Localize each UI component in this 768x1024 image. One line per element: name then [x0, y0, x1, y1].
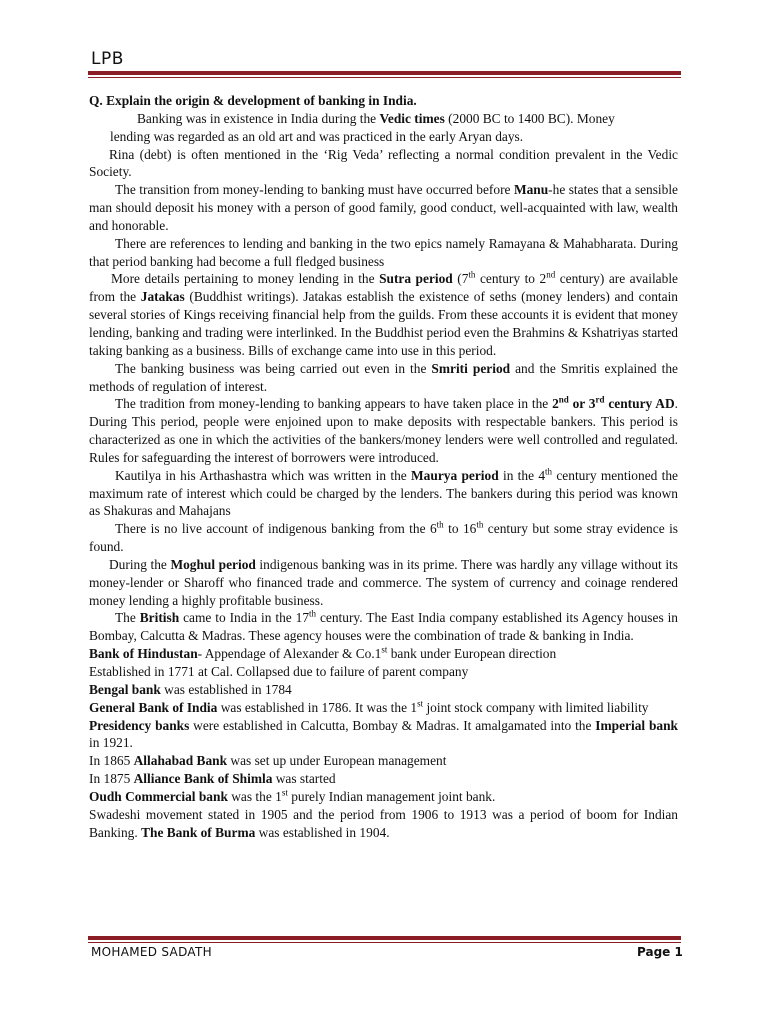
paragraph-century-ad: [89, 395, 678, 466]
text: was established in 1904.: [255, 824, 390, 840]
header-title: LPB: [91, 49, 124, 69]
superscript: th: [476, 519, 484, 530]
text: (7: [452, 271, 469, 287]
bold-term: Sutra period: [379, 271, 453, 287]
text: (Buddhist writings). Jatakas establish the existence of seths (money lenders) and contain several stories of Kings receiving financial help from the guilds. From these accounts it is evident that money lending, banking and trading were interlinked. In the Buddhist period even the Brahmins & Kshatriyas started taking banking as a business. Bills of exchange came into use in this period.: [89, 289, 678, 358]
header-rule: [88, 71, 681, 78]
footer-rule: [88, 936, 681, 943]
superscript: st: [381, 644, 388, 655]
list-item-established-1771: Established in 1771 at Cal. Collapsed due to failure of parent company: [89, 664, 469, 679]
text: indigenous banking was in its prime. There was hardly any village without its money-lender or Sharoff who financed trade and commerce. The system of currency and coinage rendered money lending a highly profitable business.: [89, 556, 678, 608]
list-item-presidency-banks: [89, 717, 678, 753]
paragraph-rina: Rina (debt) is often mentioned in the ‘Rig Veda’ reflecting a normal condition prevalent in the Vedic Society.: [89, 146, 678, 180]
paragraph-maurya: [89, 467, 678, 521]
list-item-oudh: [89, 788, 678, 806]
text: century but some stray evidence is found.: [89, 521, 678, 555]
bold-term: Moghul period: [170, 556, 256, 572]
bold-term: The Bank of Burma: [141, 824, 256, 840]
paragraph-moghul: [89, 556, 678, 610]
text: bank under European direction: [387, 646, 557, 662]
footer-author: MOHAMED SADATH: [91, 945, 212, 959]
text: -he states that a sensible man should deposit his money with a person of good family, good conduct, well-acquainted with law, wealth and honorable.: [89, 182, 678, 233]
bold-term: Alliance Bank of Shimla: [133, 771, 273, 787]
bold-term: Presidency banks: [89, 717, 190, 733]
text: century to 2: [475, 271, 547, 287]
text: century) are available from the: [89, 271, 678, 305]
question-heading: Q. Explain the origin & development of banking in India.: [89, 93, 417, 108]
text: to 16: [443, 521, 477, 537]
superscript: st: [417, 698, 424, 709]
text: The: [115, 610, 140, 626]
superscript: th: [436, 519, 444, 530]
text: The tradition from money-lending to banking appears to have taken place in the: [115, 396, 553, 412]
list-item-alliance: [89, 770, 678, 788]
bold-term: British: [139, 610, 180, 626]
text: There is no live account of indigenous banking from the 6: [115, 521, 437, 537]
text: and the Smritis explained the methods of regulation of interest.: [89, 360, 678, 394]
footer-page-number: Page 1: [637, 945, 683, 959]
paragraph-vedic: [89, 110, 678, 128]
bold-term: Oudh Commercial bank: [89, 788, 228, 804]
text: In 1875: [89, 771, 134, 787]
text: During the: [109, 556, 171, 572]
text: - Appendage of Alexander & Co.1: [197, 646, 382, 662]
text: joint stock company with limited liability: [423, 699, 649, 715]
superscript: rd: [595, 394, 605, 405]
bold-term: [552, 396, 675, 411]
bold-term: Jatakas: [140, 289, 185, 305]
text: century mentioned the maximum rate of interest which could be charged by the lenders. The bankers during this period was known as Shakuras and Mahajans: [89, 467, 678, 519]
text: in the 4: [498, 467, 546, 483]
text: . During This period, people were enjoined upon to make deposits with respectable bankers. This period is characterized as one in which the activities of the bankers/money lenders were well controlled and regulated. Rules for safeguarding the interest of borrowers were introduced.: [89, 396, 678, 465]
bold-term: Smriti period: [431, 360, 511, 376]
superscript: th: [545, 466, 553, 477]
superscript: nd: [546, 269, 556, 280]
text: was set up under European management: [227, 753, 447, 769]
paragraph-indigenous: [89, 520, 678, 556]
paragraph-smriti: [89, 360, 678, 396]
text: 2: [552, 396, 559, 412]
list-item-allahabad: [89, 752, 678, 770]
text: century. The East India company established its Agency houses in Bombay, Calcutta & Madras. These agency houses were the combination of trade & banking in India.: [89, 610, 678, 644]
list-item-bengal-bank: [89, 681, 678, 699]
superscript: th: [468, 269, 476, 280]
list-item-bank-of-hindustan: [89, 645, 678, 663]
bold-term: Bengal bank: [89, 681, 161, 697]
text: was started: [272, 771, 336, 787]
superscript: nd: [558, 394, 569, 405]
bold-term: Allahabad Bank: [133, 753, 228, 769]
document-body: [89, 92, 678, 841]
text: In 1865: [89, 753, 134, 769]
text: was established in 1784: [160, 681, 292, 697]
text: purely Indian management joint bank.: [287, 788, 496, 804]
bold-term: General Bank of India: [89, 699, 218, 715]
text: The transition from money-lending to banking must have occurred before: [115, 182, 514, 198]
superscript: th: [309, 609, 317, 619]
paragraph-manu: [89, 181, 678, 235]
text: came to India in the 17: [179, 610, 310, 626]
text: Swadeshi movement stated in 1905 and the period from 1906 to 1913 was a period of boom for Indian Banking.: [89, 806, 678, 840]
text: were established in Calcutta, Bombay & Madras. It amalgamated into the: [189, 717, 596, 733]
superscript: st: [281, 787, 288, 798]
bold-term: Imperial bank: [595, 717, 679, 733]
list-item-swadeshi: [89, 806, 678, 842]
text: was established in 1786. It was the 1: [217, 699, 418, 715]
bold-term: Maurya period: [411, 467, 499, 483]
text: or 3: [568, 396, 596, 412]
text: The banking business was being carried out even in the: [115, 360, 432, 376]
bold-term: Manu: [513, 182, 549, 198]
text: Kautilya in his Arthashastra which was written in the: [115, 467, 412, 483]
text: was the 1: [227, 788, 282, 804]
text: More details pertaining to money lending in the: [111, 271, 380, 287]
paragraph-epics: There are references to lending and banking in the two epics namely Ramayana & Mahabharata. During that period banking had become a full fledged business: [89, 235, 678, 269]
list-item-general-bank: [89, 699, 678, 717]
text: century AD: [604, 396, 675, 412]
text: (2000 BC to 1400 BC). Money: [444, 110, 615, 126]
paragraph-vedic-cont: lending was regarded as an old art and was practiced in the early Aryan days.: [110, 128, 524, 144]
text: Banking was in existence in India during the: [137, 110, 380, 126]
text: in 1921.: [89, 735, 133, 751]
paragraph-british: [89, 609, 678, 645]
paragraph-sutra: [89, 270, 678, 359]
bold-term: Bank of Hindustan: [89, 646, 198, 662]
bold-term: Vedic times: [379, 110, 445, 126]
